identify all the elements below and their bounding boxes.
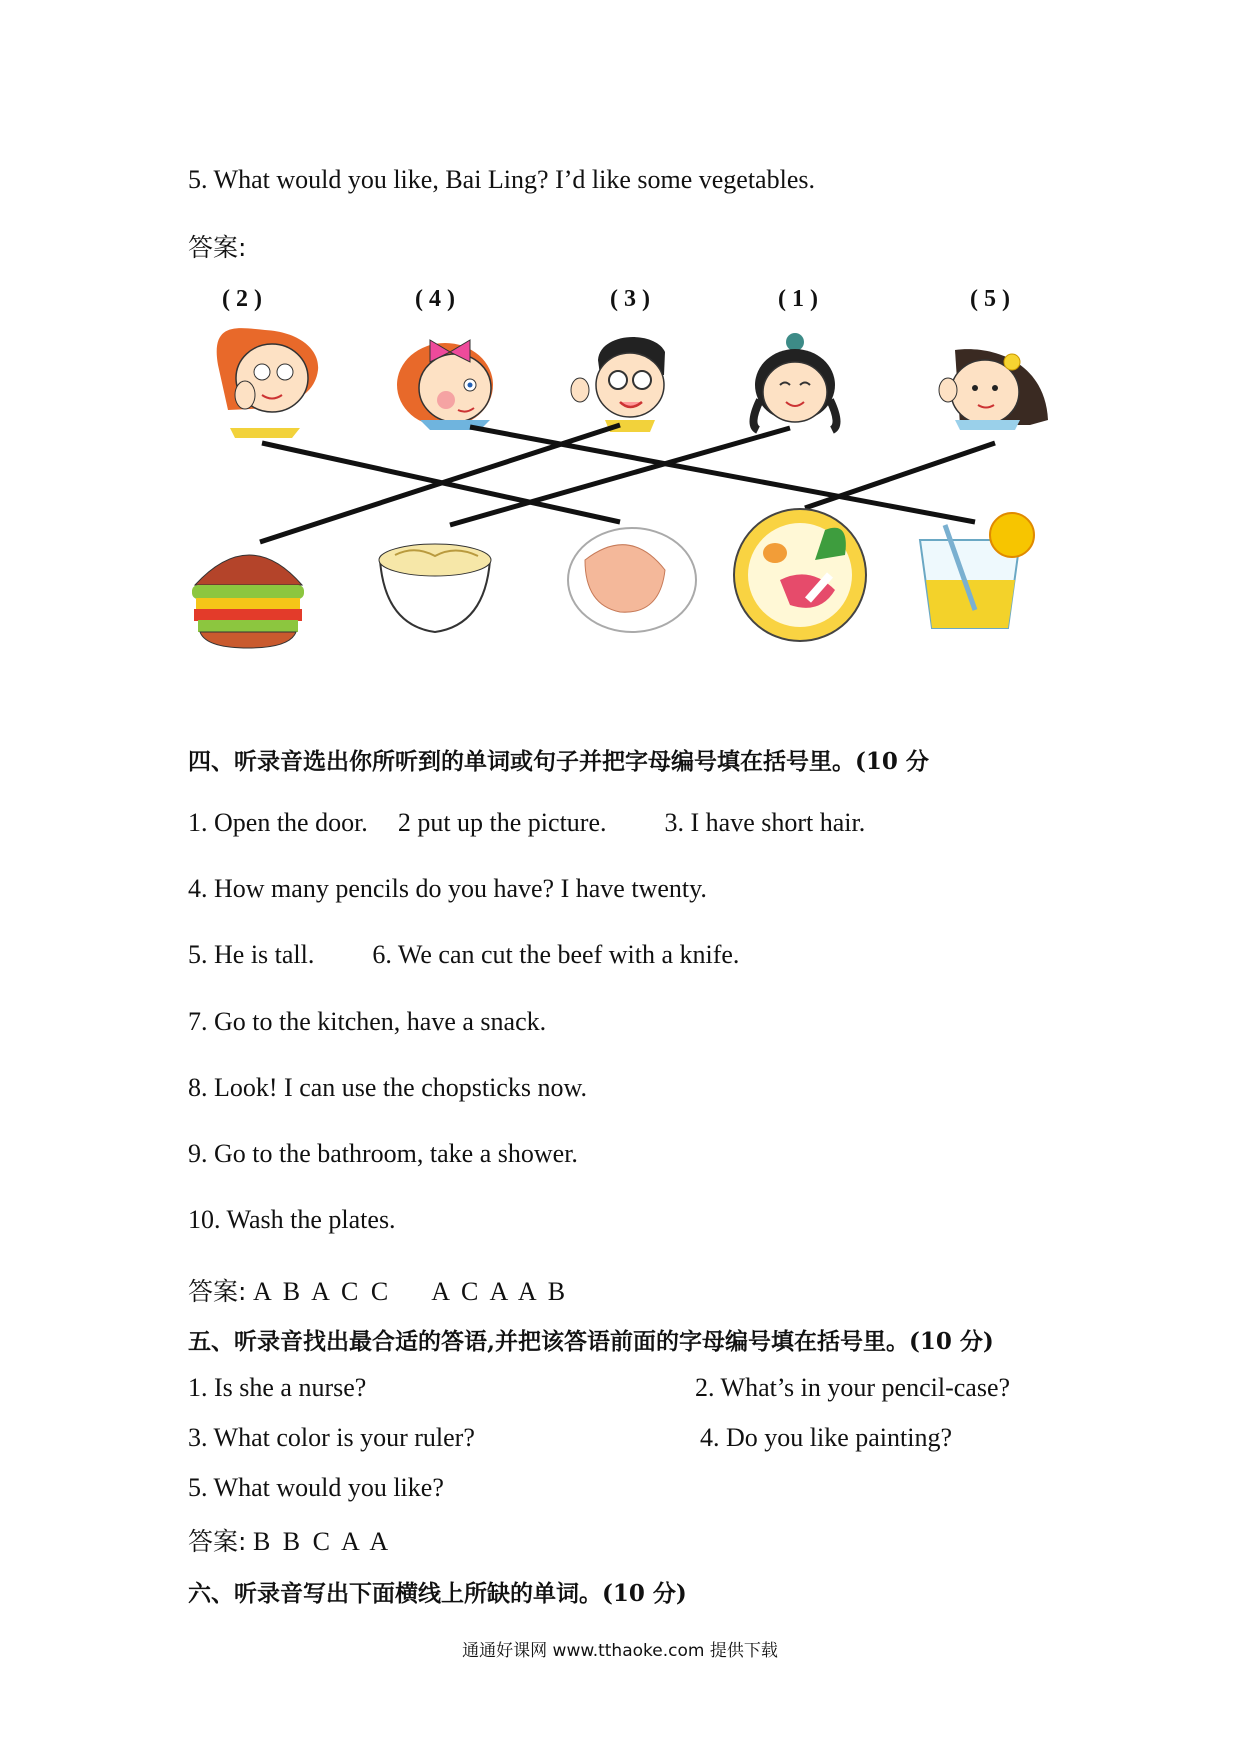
section3-answer-label: 答案: xyxy=(188,233,247,262)
juice-icon xyxy=(920,513,1034,628)
section5-answer xyxy=(188,1522,391,1558)
section4-item2: 2 put up the picture. xyxy=(397,808,607,837)
hamburger-icon xyxy=(192,555,304,648)
noodles-icon xyxy=(379,544,491,632)
section4-item9: 9. Go to the bathroom, take a shower. xyxy=(188,1139,578,1168)
answer-number-5: ( 5 ) xyxy=(970,286,1010,312)
section4-row1 xyxy=(188,808,865,838)
chicken-icon xyxy=(568,528,696,632)
section5-q2: 2. What’s in your pencil-case? xyxy=(695,1373,1011,1402)
section4-item5: 5. He is tall. xyxy=(188,940,315,969)
section4-item7: 7. Go to the kitchen, have a snack. xyxy=(188,1007,547,1036)
section4-item10: 10. Wash the plates. xyxy=(188,1205,396,1234)
section5-answer-value: B B C A A xyxy=(252,1527,392,1556)
section4-item4: 4. How many pencils do you have? I have twenty. xyxy=(188,874,707,903)
section4-heading: 四、听录音选出你所听到的单词或句子并把字母编号填在括号里。(10 分 xyxy=(188,748,929,775)
girl-red-hair-icon xyxy=(217,328,318,438)
section5-q1: 1. Is she a nurse? xyxy=(188,1373,367,1402)
section4-item8: 8. Look! I can use the chopsticks now. xyxy=(188,1073,588,1102)
section3-item5: 5. What would you like, Bai Ling? I’d like some vegetables. xyxy=(188,165,815,194)
section5-heading: 五、听录音找出最合适的答语,并把该答语前面的字母编号填在括号里。(10 分) xyxy=(188,1328,994,1355)
vegetable-plate-icon xyxy=(734,509,866,641)
section4-answer-part2: A C A A B xyxy=(431,1277,569,1306)
section5-q5: 5. What would you like? xyxy=(188,1473,444,1502)
girl-long-hair-icon xyxy=(939,349,1048,430)
boy-glasses-icon xyxy=(571,337,665,432)
answer-number-1: ( 2 ) xyxy=(222,286,262,312)
section4-answer xyxy=(188,1272,568,1308)
section4-row3 xyxy=(188,940,739,970)
answer-number-3: ( 3 ) xyxy=(610,286,650,312)
section5-q4: 4. Do you like painting? xyxy=(700,1423,953,1452)
section6-heading: 六、听录音写出下面横线上所缺的单词。(10 分) xyxy=(188,1580,687,1607)
girl-pink-bow-icon xyxy=(397,340,493,430)
matching-illustration xyxy=(0,0,1240,680)
section4-item1: 1. Open the door. xyxy=(188,808,368,837)
section4-item3: 3. I have short hair. xyxy=(664,808,866,837)
section5-answer-label: 答案: xyxy=(188,1527,247,1556)
answer-number-4: ( 1 ) xyxy=(778,286,818,312)
section4-item6: 6. We can cut the beef with a knife. xyxy=(372,940,740,969)
section5-q3: 3. What color is your ruler? xyxy=(188,1423,475,1452)
matching-lines xyxy=(260,425,995,542)
section4-answer-label: 答案: xyxy=(188,1277,247,1306)
girl-pigtails-icon xyxy=(753,333,836,430)
answer-number-2: ( 4 ) xyxy=(415,286,455,312)
section4-answer-part1: A B A C C xyxy=(252,1277,392,1306)
page-footer: 通通好课网 www.tthaoke.com 提供下载 xyxy=(462,1641,778,1661)
